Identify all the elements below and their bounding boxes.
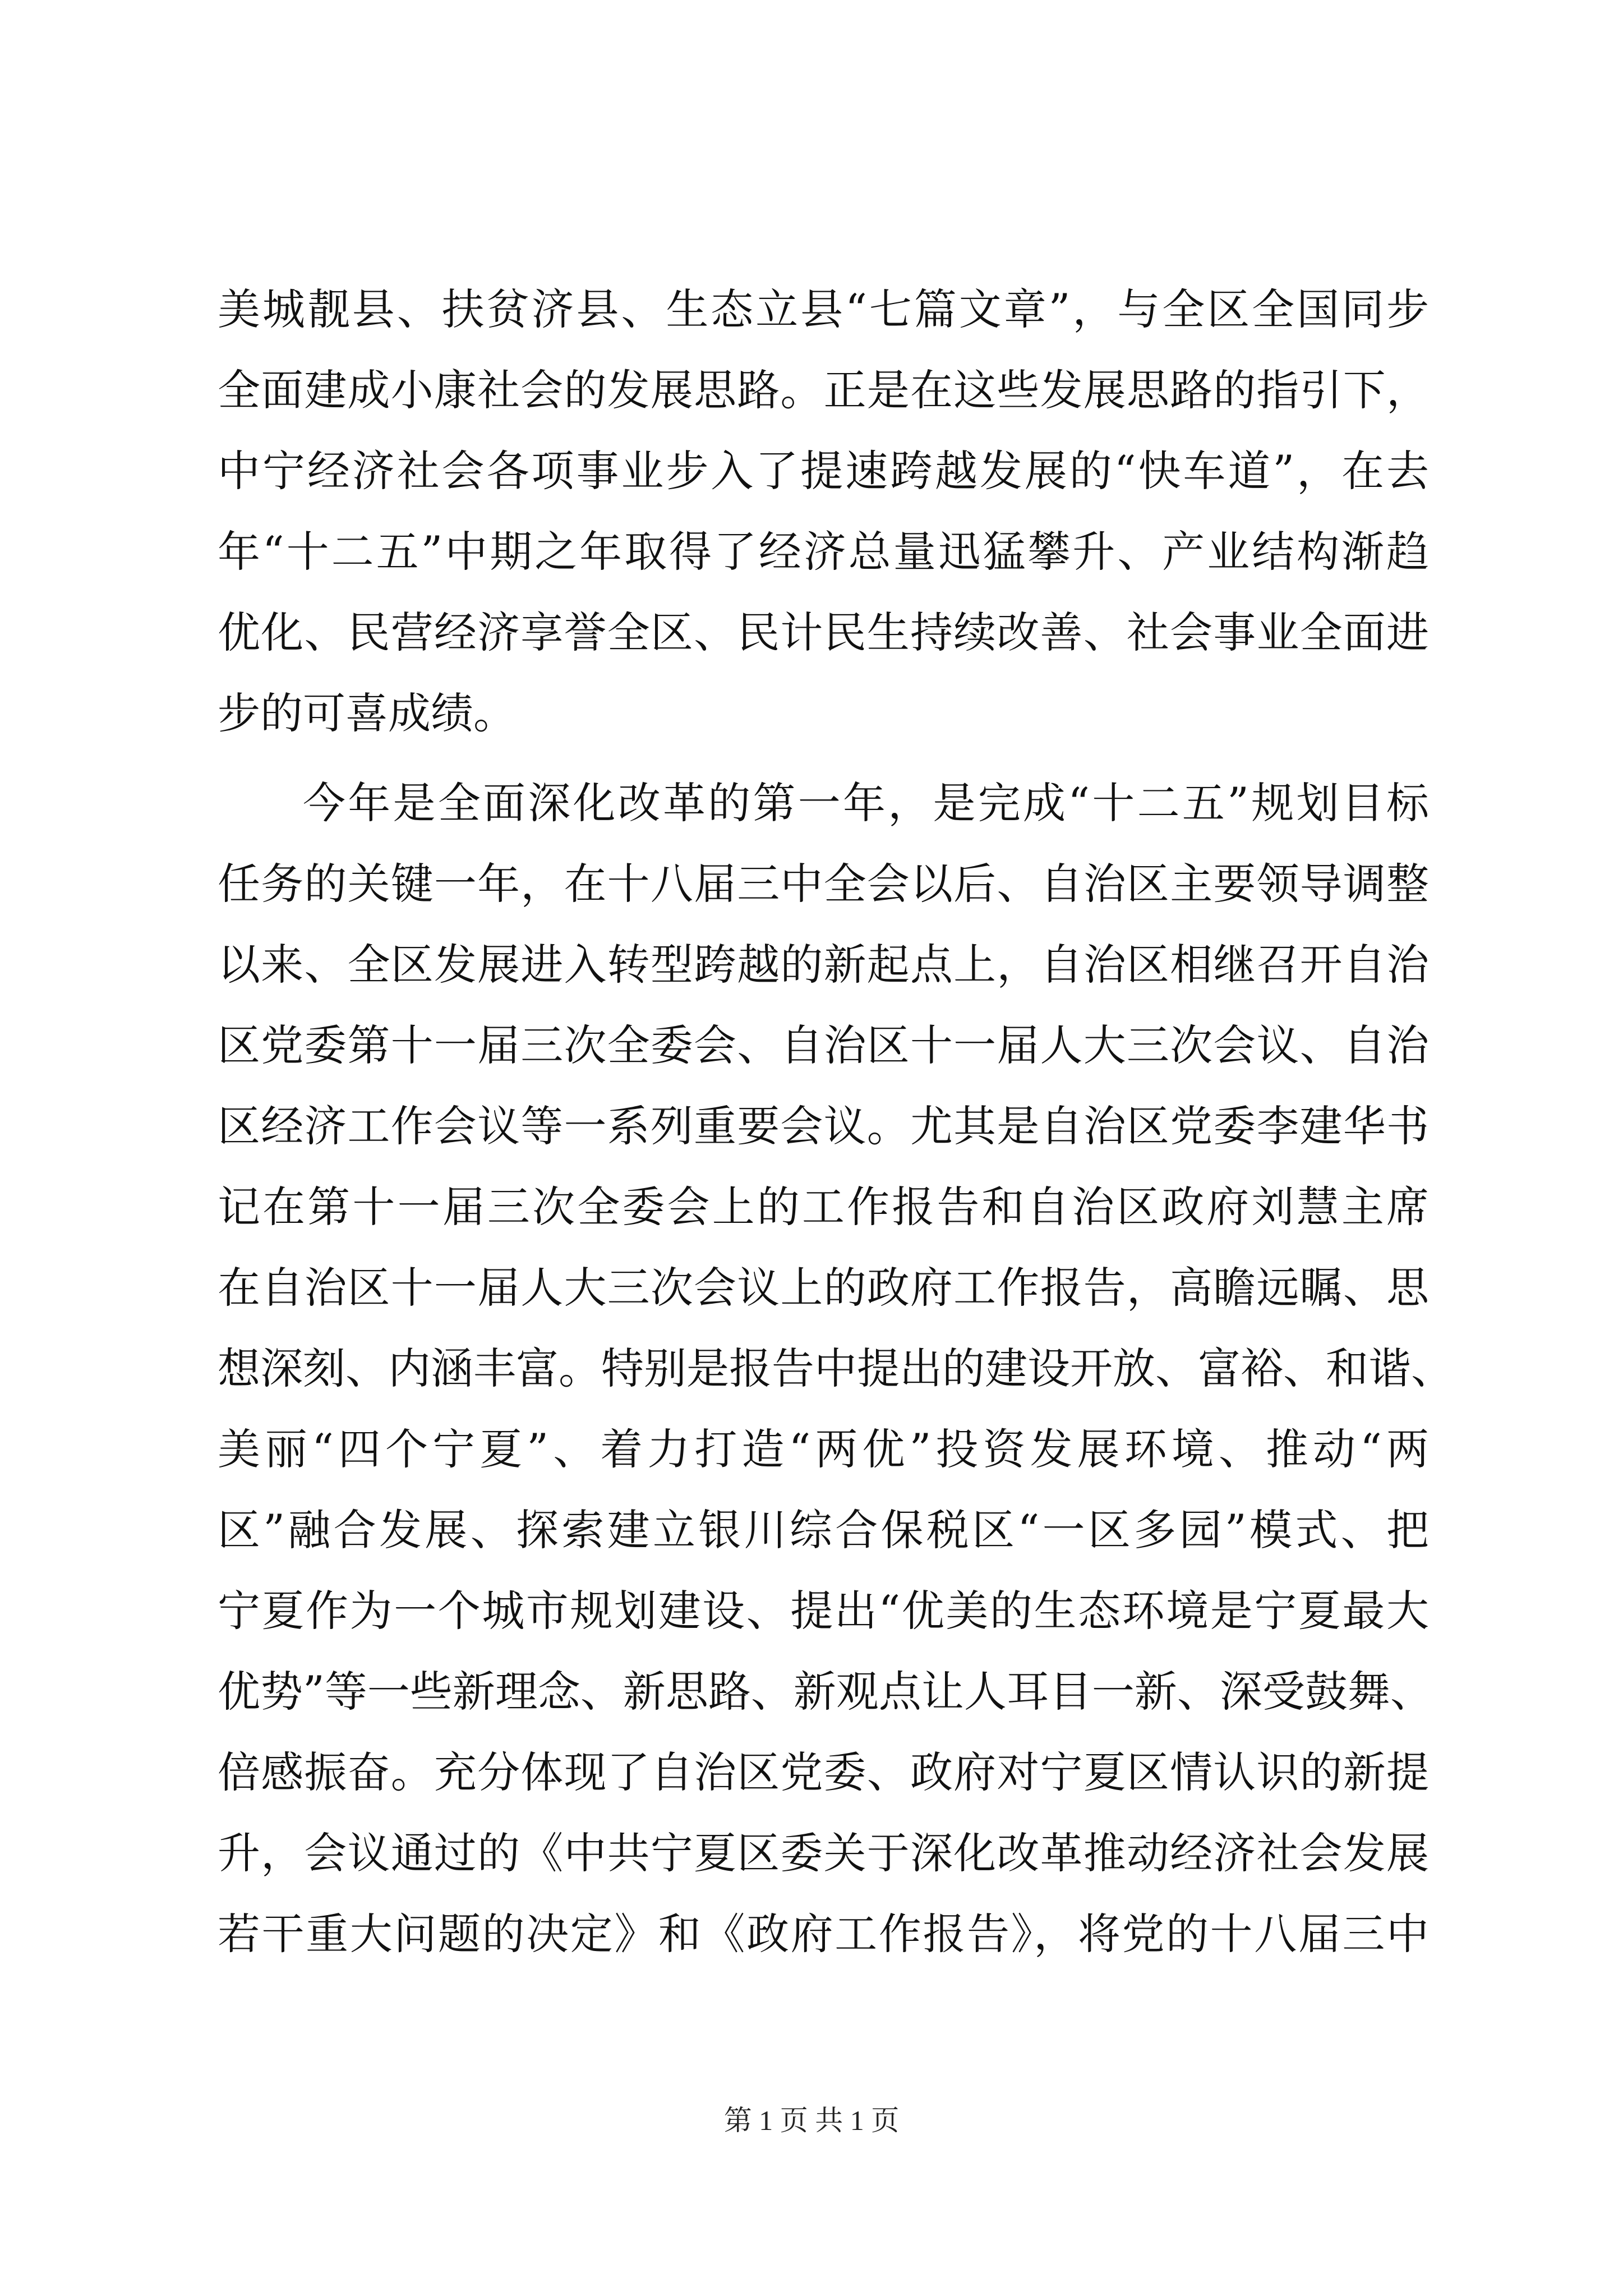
text-line: 全面建成小康社会的发展思路。正是在这些发展思路的指引下， [218,365,1429,415]
text-line: 美城靓县、扶贫济县、生态立县“七篇文章”，与全区全国同步 [218,284,1429,334]
text-line: 倍感振奋。充分体现了自治区党委、政府对宁夏区情认识的新提 [218,1747,1429,1797]
page-number-label: 第 1 页 共 1 页 [723,2105,900,2136]
text-line: 区”融合发展、探索建立银川综合保税区“一区多园”模式、把 [218,1505,1429,1555]
text-line: 区党委第十一届三次全委会、自治区十一届人大三次会议、自治 [218,1020,1429,1070]
text-line: 记在第十一届三次全委会上的工作报告和自治区政府刘慧主席 [218,1182,1429,1232]
text-line: 在自治区十一届人大三次会议上的政府工作报告，高瞻远瞩、思 [218,1263,1429,1313]
text-line: 美丽“四个宁夏”、着力打造“两优”投资发展环境、推动“两 [218,1424,1429,1474]
text-line: 优化、民营经济享誉全区、民计民生持续改善、社会事业全面进 [218,608,1429,657]
paragraph-gap [218,754,1429,763]
text-line: 今年是全面深化改革的第一年，是完成“十二五”规划目标 [303,778,1429,828]
paragraph-1 [218,269,1429,754]
text-line: 任务的关键一年，在十八届三中全会以后、自治区主要领导调整 [218,859,1429,909]
text-line: 年“十二五”中期之年取得了经济总量迅猛攀升、产业结构渐趋 [218,527,1429,577]
text-line: 若干重大问题的决定》和《政府工作报告》，将党的十八届三中 [218,1909,1429,1959]
document-body [218,269,1454,1975]
text-line: 步的可喜成绩。 [218,688,516,738]
text-line: 区经济工作会议等一系列重要会议。尤其是自治区党委李建华书 [218,1101,1429,1151]
paragraph-2 [218,763,1454,1975]
text-line: 中宁经济社会各项事业步入了提速跨越发展的“快车道”，在去 [218,446,1429,496]
text-line: 宁夏作为一个城市规划建设、提出“优美的生态环境是宁夏最大 [218,1586,1429,1636]
text-line: 升，会议通过的《中共宁夏区委关于深化改革推动经济社会发展 [218,1828,1429,1878]
text-line: 以来、全区发展进入转型跨越的新起点上，自治区相继召开自治 [218,940,1429,990]
text-line: 优势”等一些新理念、新思路、新观点让人耳目一新、深受鼓舞、 [218,1667,1433,1717]
text-line: 想深刻、内涵丰富。特别是报告中提出的建设开放、富裕、和谐、 [218,1343,1454,1393]
page-footer [0,2101,1623,2140]
